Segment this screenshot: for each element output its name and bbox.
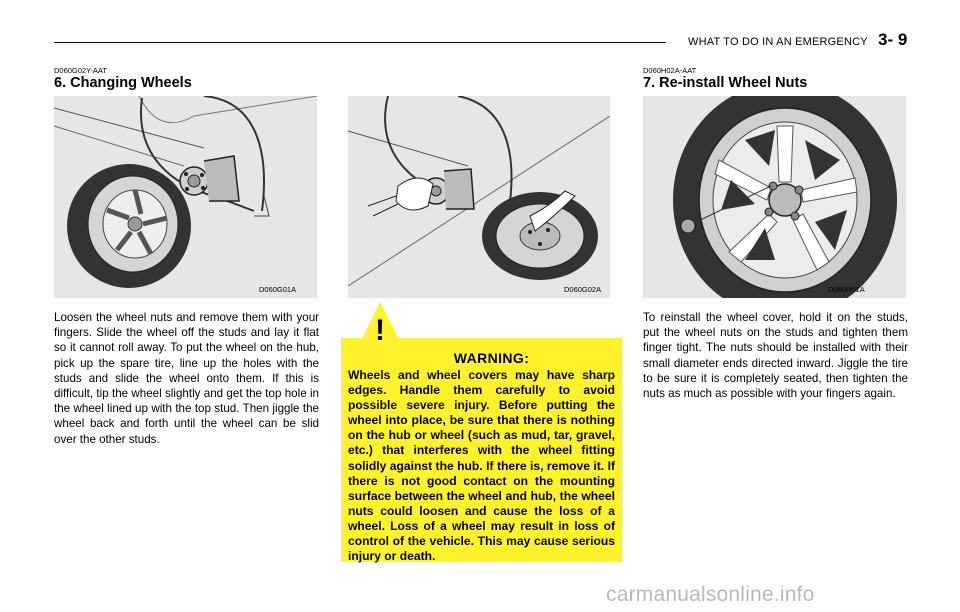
warning-title: WARNING: <box>453 350 530 366</box>
reinstall-nuts-body: To reinstall the wheel cover, hold it on the studs, put the wheel nuts on the studs and tighten them finger tight. The nuts should be installed with their small diameter ends directed inward. Jiggle the tire to be sure it is completely seated, then tighten the nuts as much as possible with your fingers again. <box>643 311 908 401</box>
figure-spare-tire <box>348 96 610 298</box>
watermark-text: carmanualsonline.info <box>606 583 815 606</box>
spare-tire-illustration <box>348 96 610 298</box>
header-title: WHAT TO DO IN AN EMERGENCY <box>688 36 868 48</box>
figure-3-code: D060H01A <box>828 285 865 294</box>
figure-wheel-nuts <box>643 96 906 298</box>
section-title-reinstall-nuts: 7. Re-install Wheel Nuts <box>643 75 808 91</box>
header-rule <box>54 42 666 43</box>
section-code-right: D060H02A-AAT <box>643 66 697 75</box>
figure-1-code: D060G01A <box>259 285 297 294</box>
section-title-changing-wheels: 6. Changing Wheels <box>54 75 192 91</box>
warning-icon-symbol: ! <box>375 314 385 344</box>
figure-wheel-removal <box>54 96 317 298</box>
page-number: 3- 9 <box>878 30 908 49</box>
changing-wheels-body: Loosen the wheel nuts and remove them with your fingers. Slide the wheel off the studs and lay it flat so it cannot roll away. To put the wheel on the hub, pick up the spare tire, line up the holes with the studs and slide the wheel onto them. If this is difficult, tip the wheel slightly and get the top hole in the wheel lined up with the top stud. Then jiggle the wheel back and forth until the wheel can be slid over the other studs. <box>54 311 319 446</box>
wheel-nuts-illustration <box>643 96 906 298</box>
warning-text: Wheels and wheel covers may have sharp edges. Handle them carefully to avoid possible severe injury. Before putting the wheel into place, be sure that there is nothing on the hub or wheel (such as mud, tar, gravel, etc.) that interferes with the wheel fitting solidly against the hub. If there is, remove it. If there is not good contact on the mounting surface between the wheel and hub, the wheel nuts could loosen and cause the loss of a wheel. Loss of a wheel may result in loss of control of the vehicle. This may cause serious injury or death. <box>348 368 615 564</box>
warning-box <box>341 338 622 562</box>
section-code-left: D060G02Y-AAT <box>54 66 107 75</box>
figure-2-code: D060G02A <box>564 285 602 294</box>
wheel-removal-illustration <box>54 96 317 298</box>
warning-triangle-icon <box>358 300 402 344</box>
